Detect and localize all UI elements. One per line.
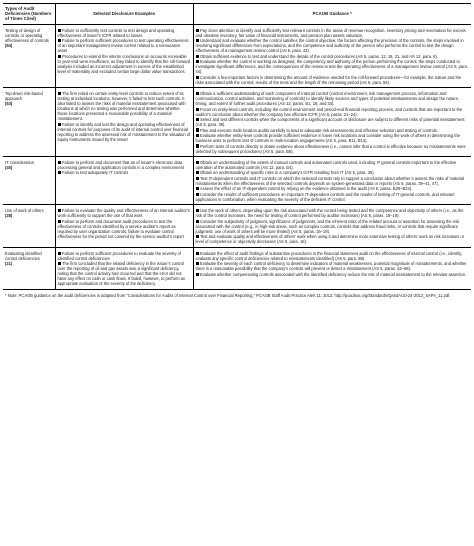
header-pcaob-guidance: PCAOB Guidance * (193, 4, 471, 25)
citation-count: (53) (5, 101, 13, 107)
bullet-text: Focus on entity-level controls, including the control environment and period-end financial reporting process, and controls that are important to the auditor's conclusion about whether the company has effective ICFR (AS 5, paras. 21–24). (195, 106, 463, 117)
square-bullet-icon (196, 55, 199, 58)
square-bullet-icon (58, 262, 61, 265)
square-bullet-icon (196, 187, 199, 190)
square-bullet-icon (196, 29, 199, 32)
bullet-text: Obtain a sufficient understanding of each component of internal control (control environment, risk management process, information and communication, control activities, and monitoring of controls) to identify likely sources and types of potential misstatements and design the nature, timing, and extent of further audit procedures (AS 12, paras. B1, 18, and 34). (195, 91, 459, 107)
bullet-text: Test and evaluate quality and effectiveness of others' work when using it and determine more extensive testing of others' work as risk increases or level of competence or objectivity decreases (AS 5, para. 18). (195, 234, 465, 245)
bullet-item (196, 251, 470, 261)
bullet-text: Evaluate the severity of each control deficiency to determine indicators of material weaknesses, potential magnitude of misstatements, and whether there is a reasonable possibility that the company's controls will prevent or detect a misstatement (AS 5, paras. 62–68). (195, 261, 467, 272)
square-bullet-icon (196, 76, 199, 79)
square-bullet-icon (196, 134, 199, 137)
audit-deficiencies-table (3, 3, 471, 290)
bullet-item (58, 170, 191, 175)
disclosure-examples-cell (55, 247, 193, 289)
square-bullet-icon (196, 118, 199, 121)
square-bullet-icon (196, 193, 199, 196)
bullet-item (196, 28, 470, 38)
bullet-item (196, 91, 470, 106)
square-bullet-icon (196, 262, 199, 265)
disclosure-examples-cell (55, 88, 193, 157)
deficiency-type-cell (3, 205, 55, 248)
deficiency-type-label: Testing of design of controls or operating effectiveness of controls (5, 27, 49, 43)
bullet-item (196, 107, 470, 117)
square-bullet-icon (196, 128, 199, 131)
bullet-item (58, 261, 191, 286)
bullet-item (196, 170, 470, 175)
bullet-text: Failure to test adequately IT controls (61, 170, 129, 176)
deficiency-type-label: Top-down risk-based approach (5, 91, 43, 102)
bullet-text: Failure to perform and document that an of issuer's electronic data processing general and application controls in a complex environment (57, 159, 185, 171)
bullet-item (196, 160, 470, 170)
bullet-text: Consider the subjectivity of judgment, significance of judgments, and the inherent risks of the related account or assertion for assessing the risk associated with the control (e.g., in high-risk areas, such as complex controls, controls that address fraud risks, or controls that require significant judgment, use of work of others will be more limited) (AS 5, paras. 16–19). (195, 218, 460, 234)
square-bullet-icon (196, 273, 199, 276)
square-bullet-icon (196, 220, 199, 223)
bullet-text: Evaluate whether compensating controls associated with the identified deficiency reduce the risk of material misstatement to the relevant assertion. (199, 271, 467, 277)
deficiency-type-cell (3, 247, 55, 289)
table-row (3, 24, 471, 87)
bullet-text: Consider a few important factors in determining the amount of evidence needed for the roll-forward procedures—for example, the nature and the risks associated with the control, results of the tests and the length of the remaining period (AS 5, para. 56). (195, 74, 462, 85)
header-disclosure-examples: Selected Disclosure Examples (55, 4, 193, 25)
bullet-text: Failure to identify and test the design and operating effectiveness of internal controls for purposes of its audit of internal control over financial reporting to address the assessed risk of misstatement to the valuation of equity instruments issued by the issuer (57, 121, 191, 142)
bullet-item (196, 261, 470, 271)
bullet-text: Evaluate whether entity-level controls provide sufficient evidence in lower risk locations and consider using the work of others in determining the business units to perform test of controls in multi-location engagements (AS 5, para. B11, B13). (195, 133, 460, 144)
bullet-item (196, 208, 470, 218)
bullet-text: Select and test different controls when the components of a significant account or disclosure are subject to different risks of potential misstatement (AS 5, para. 39). (195, 117, 465, 128)
pcaob-guidance-cell (193, 24, 471, 87)
bullet-item (196, 128, 470, 133)
bullet-text: Failure to perform and document audit procedures to test the effectiveness of controls identified by a service auditor's report as required by user organization controls; failure to evaluate control effectiveness for the period not covered by the service auditor's report (57, 218, 184, 239)
bullet-text: Obtain sufficient evidence to test and understand the details of the control procedures (AS 5, paras. 12, 18, 21, and AS 12, para. 8). (199, 53, 438, 59)
bullet-item (58, 251, 191, 261)
bullet-text: Failure to perform sufficient procedures to test operating effectiveness of an important management review control related to a reinsurance asset (57, 38, 189, 54)
bullet-item (58, 91, 191, 121)
square-bullet-icon (196, 144, 199, 147)
square-bullet-icon (58, 29, 61, 32)
square-bullet-icon (196, 209, 199, 212)
pcaob-guidance-cell (193, 88, 471, 157)
bullet-item (58, 219, 191, 239)
table-body (3, 24, 471, 289)
bullet-item (196, 192, 470, 202)
bullet-item (58, 54, 191, 74)
square-bullet-icon (58, 92, 61, 95)
disclosure-examples-cell (55, 205, 193, 248)
square-bullet-icon (196, 177, 199, 180)
square-bullet-icon (196, 92, 199, 95)
square-bullet-icon (196, 108, 199, 111)
bullet-item (196, 59, 470, 74)
bullet-text: The firm concluded that the related deficiency in the issuer's control over the reporting of oil and gas assets was a significant deficiency, noting that the control activity had occurred and that the error did not have any effect on cash or cash flows. It failed, however, to perform an appropriate evaluation of the severity of the deficiency. (57, 261, 186, 287)
square-bullet-icon (58, 209, 61, 212)
square-bullet-icon (196, 161, 199, 164)
square-bullet-icon (196, 60, 199, 63)
square-bullet-icon (58, 252, 61, 255)
bullet-text: Failure to perform sufficient procedures to evaluate the severity of identified control deficiencies (57, 250, 181, 261)
pcaob-guidance-cell (193, 156, 471, 204)
deficiency-type-label: Use of work of others (5, 208, 44, 214)
bullet-text: Evaluate the effect of audit findings of substantive procedures in the financial statement audit on the effectiveness of internal control (i.e., identify, evaluate any specific control deficiencies related to misstatements identified) (AS 5, para. 88). (195, 250, 463, 261)
bullet-text: Consider the results of sufficient procedures on important IT-dependent controls and the results of testing of IT general controls, and relevant applications in combination, when evaluating the severity of the deficient IT control. (195, 191, 455, 202)
table-row (3, 156, 471, 204)
bullet-item (58, 38, 191, 53)
footnote: * Note: PCAOB guidance on the audit deficiencies is adapted from "Considerations for Audits of Internal Control over Financial Reporting," PCAOB Staff Audit Practice Alert 11, 2013, http://pcaobus.org/Standards/QandA/10-24-2013_SAPA_11.pdf. (5, 292, 451, 298)
square-bullet-icon (58, 171, 61, 174)
bullet-text: Understand and evaluate whether the control satisfies the control objective, the factors affecting the precision of the controls, the steps involved in resolving significant differences from expectations, and the competence and authority of the person who performs the control to test the design effectiveness of a management review control (AS 5, para. 42). (195, 38, 464, 54)
bullet-item (196, 186, 470, 191)
citation-count: (28) (5, 213, 13, 219)
bullet-text: Use the work of others, depending upon the risk associated with the control being tested and the competence and objectivity of others (i.e., as the risk of the control increases, the need for testing of control performed by auditor increases) (AS 5, paras. 18–19). (195, 208, 464, 219)
bullet-item (196, 133, 470, 143)
bullet-item (196, 176, 470, 186)
bullet-text: Failure to sufficiently test controls to test design and operating effectiveness of issuer's ICFR related to losses (57, 27, 175, 38)
bullet-text: Failure to evaluate the quality and effectiveness of an internal auditor's work sufficiently to support the use of that work (57, 208, 190, 219)
deficiency-type-cell (3, 156, 55, 204)
square-bullet-icon (58, 161, 61, 164)
square-bullet-icon (58, 39, 61, 42)
bullet-item (196, 54, 470, 59)
bullet-text: Evaluate whether the control is working as designed, the competency and authority of the person performing the control, the steps conducted to investigate significant differences, and the consequences of the review to test the operating effectiveness of a management review control (AS 5, para. 44). (195, 59, 468, 75)
bullet-item (196, 144, 470, 154)
bullet-text: Plan and execute multi-location audits carefully to lead to adequate risk assessments and effective selection and testing of controls. (199, 127, 438, 133)
bullet-item (196, 234, 470, 244)
bullet-text: The firm relied on certain entity-level controls to reduce extent of its testing at individual locations; however, it failed to test such controls. It also failed to assess the risks of material misstatement associated with locations at which no testing was performed and determine whether those locations presented a reasonable possibility of a material misstatement. (57, 91, 186, 122)
bullet-item (196, 117, 470, 127)
table-row (3, 205, 471, 248)
bullet-text: Assess the effect of an IT-dependent control by relying on the evidence obtained in the audit (AS 5, paras. B29–B33). (199, 186, 413, 192)
square-bullet-icon (196, 39, 199, 42)
disclosure-examples-cell (55, 24, 193, 87)
deficiency-type-cell (3, 88, 55, 157)
deficiency-type-label: Evaluating identified control deficiencies (5, 250, 42, 261)
citation-count: (40) (5, 165, 13, 171)
bullet-item (58, 208, 191, 218)
bullet-item (196, 75, 470, 85)
bullet-text: Perform tests of controls directly to obtain evidence about effectiveness (i.e., cannot infer that a control is effective because no misstatements were detected by subsequent procedures) (AS 5, para. B9). (195, 143, 466, 154)
bullet-text: Test IT-dependent controls and IT controls on which the selected controls rely to support a conclusion about whether it assess the risks of material misstatements when the effectiveness of the selected controls depends on system-generated data or reports (AS 5, paras. 39–41, 47). (195, 175, 465, 186)
disclosure-examples-cell (55, 156, 193, 204)
table-header-row (3, 4, 471, 25)
table-row (3, 247, 471, 289)
bullet-text: Obtain an understanding of the extent of manual controls and automated controls used, including IT general controls important to the effective operation of the automated controls (AS 12, para. B4). (195, 159, 457, 171)
square-bullet-icon (58, 55, 61, 58)
bullet-text: Procedures to extend the interim conclusions on accounts receivable to year-end were insufficient, as they failed to identify that the roll-forward analysis included an incorrect adjustment in excess of the established level of materiality and excluded certain large dollar value transactions (57, 53, 191, 74)
bullet-item (196, 272, 470, 277)
deficiency-type-cell (3, 24, 55, 87)
pcaob-guidance-cell (193, 205, 471, 248)
bullet-item (58, 122, 191, 142)
bullet-text: Obtain an understanding of specific risks to a company's ICFR resulting from IT (AS 5, para. 36). (199, 170, 375, 176)
square-bullet-icon (196, 252, 199, 255)
square-bullet-icon (58, 220, 61, 223)
table-row (3, 88, 471, 157)
citation-count: (94) (5, 42, 13, 48)
bullet-item (58, 160, 191, 170)
square-bullet-icon (196, 171, 199, 174)
bullet-item (196, 219, 470, 234)
bullet-item (58, 28, 191, 38)
pcaob-guidance-cell (193, 247, 471, 289)
square-bullet-icon (196, 235, 199, 238)
square-bullet-icon (58, 123, 61, 126)
citation-count: (21) (5, 260, 13, 266)
deficiency-type-label: IT consideration (5, 159, 35, 165)
bullet-item (196, 38, 470, 53)
header-deficiency-type: Types of Audit Deficiencies (Numbers of Times Cited) (3, 4, 55, 25)
bullet-text: Pay close attention to identify and sufficiently test relevant controls in the areas of revenue recognition, inventory pricing and reservation for excess and obsolete inventory, fair value of financial instruments, and pension plan assets valuation. (195, 27, 466, 38)
